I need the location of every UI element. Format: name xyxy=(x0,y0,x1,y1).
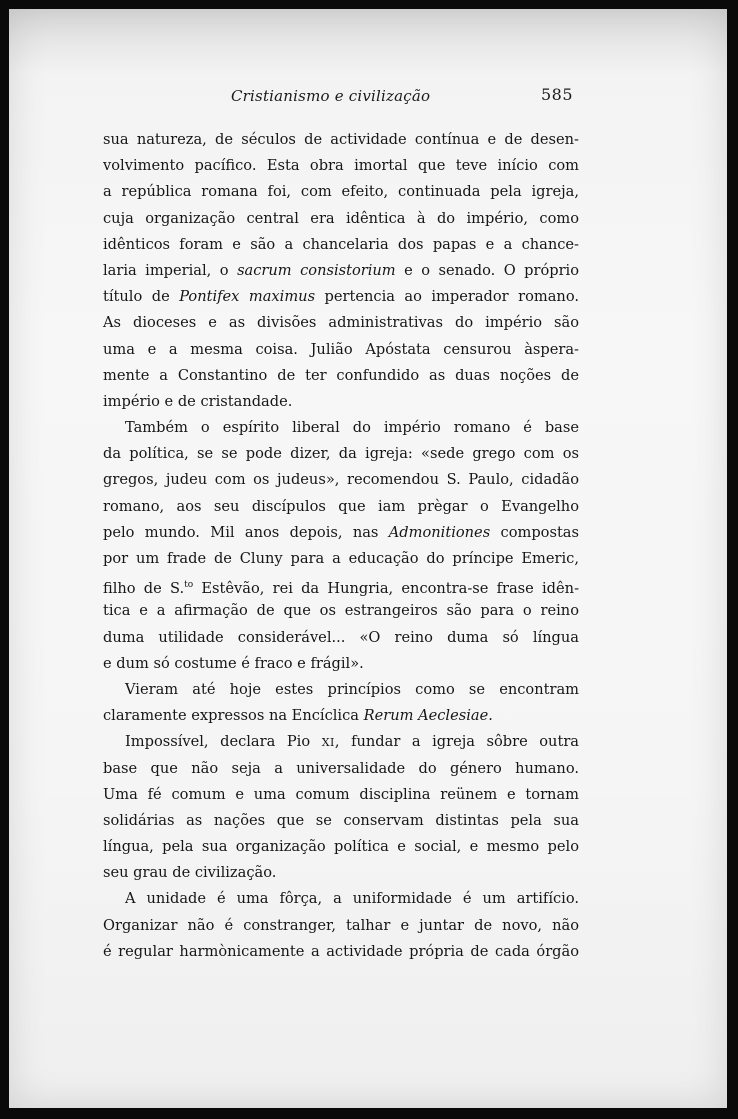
superscript: to xyxy=(184,580,194,591)
italic-term: Pontifex maximus xyxy=(179,288,316,306)
text-segment: Estêvão, rei da Hungria, encontra-se frase idên- xyxy=(201,580,579,598)
small-caps-numeral: XI xyxy=(321,736,335,750)
text-line xyxy=(103,258,579,284)
text-line: império e de cristandade. xyxy=(103,392,293,410)
text-line: cuja organização central era idêntica à do império, como xyxy=(103,209,579,227)
text-line: duma utilidade considerável... «O reino duma só língua xyxy=(103,628,579,646)
running-title: Cristianismo e civilização xyxy=(231,87,431,105)
text-line: Uma fé comum e uma comum disciplina reünem e tornam xyxy=(103,785,579,803)
text-line: seu grau de civilização. xyxy=(103,864,277,882)
text-line: Também o espírito liberal do império romano é base xyxy=(125,419,579,437)
text-line: a república romana foi, com efeito, continuada pela igreja, xyxy=(103,183,579,201)
text-segment: filho de S. xyxy=(103,580,185,598)
text-line: volvimento pacífico. Esta obra imortal que teve início com xyxy=(103,157,579,175)
text-line: por um frade de Cluny para a educação do príncipe Emeric, xyxy=(103,550,579,567)
text-line: da política, se se pode dizer, da igreja: «sede grego com os xyxy=(103,445,579,463)
text-line: gregos, judeu com os judeus», recomendou S. Paulo, cidadão xyxy=(103,471,579,489)
text-line: tica e a afirmação de que os estrangeiros são para o reino xyxy=(103,602,579,620)
text-line xyxy=(103,572,579,598)
text-line xyxy=(103,703,579,729)
text-line: língua, pela sua organização política e social, e mesmo pelo xyxy=(103,838,579,856)
text-segment: título de xyxy=(103,288,170,306)
text-line: mente a Constantino de ter confundido as duas noções de xyxy=(103,366,579,384)
text-segment: pelo mundo. Mil anos depois, nas xyxy=(103,523,379,541)
text-line: base que não seja a universalidade do género humano. xyxy=(103,759,579,777)
text-segment: Impossível, declara Pio xyxy=(125,733,311,751)
text-segment: compostas xyxy=(500,523,580,541)
text-line: idênticos foram e são a chancelaria dos papas e a chance- xyxy=(103,235,579,253)
text-line: sua natureza, de séculos de actividade contínua e de desen- xyxy=(103,131,579,148)
text-line: é regular harmònicamente a actividade própria de cada órgão xyxy=(103,942,579,960)
text-segment: pertencia ao imperador romano. xyxy=(324,288,579,306)
page-number: 585 xyxy=(541,85,574,104)
text-line: Vieram até hoje estes princípios como se encontram xyxy=(125,680,579,698)
text-line: romano, aos seu discípulos que iam prègar o Evangelho xyxy=(103,497,579,515)
italic-term: sacrum consistorium xyxy=(237,261,396,279)
text-segment: e o senado. O próprio xyxy=(404,261,580,279)
text-line xyxy=(103,284,579,310)
text-line xyxy=(103,729,579,755)
italic-term: Rerum Aeclesiae. xyxy=(363,707,493,725)
text-line: As dioceses e as divisões administrativas do império são xyxy=(103,314,579,332)
text-segment: laria imperial, o xyxy=(103,261,229,279)
text-line: solidárias as nações que se conservam distintas pela sua xyxy=(103,811,579,829)
text-line: e dum só costume é fraco e frágil». xyxy=(103,654,364,672)
text-line xyxy=(103,520,579,546)
body-text xyxy=(103,127,579,965)
text-line: uma e a mesma coisa. Julião Apóstata censurou àspera- xyxy=(103,340,579,358)
page-header xyxy=(9,83,727,113)
book-page xyxy=(9,9,727,1108)
text-segment: , fundar a igreja sôbre outra xyxy=(334,733,579,751)
italic-term: Admonitiones xyxy=(388,523,491,541)
text-line: Organizar não é constranger, talhar e juntar de novo, não xyxy=(103,916,579,934)
text-line: A unidade é uma fôrça, a uniformidade é um artifício. xyxy=(125,890,579,908)
text-segment: claramente expressos na Encíclica xyxy=(103,707,359,725)
